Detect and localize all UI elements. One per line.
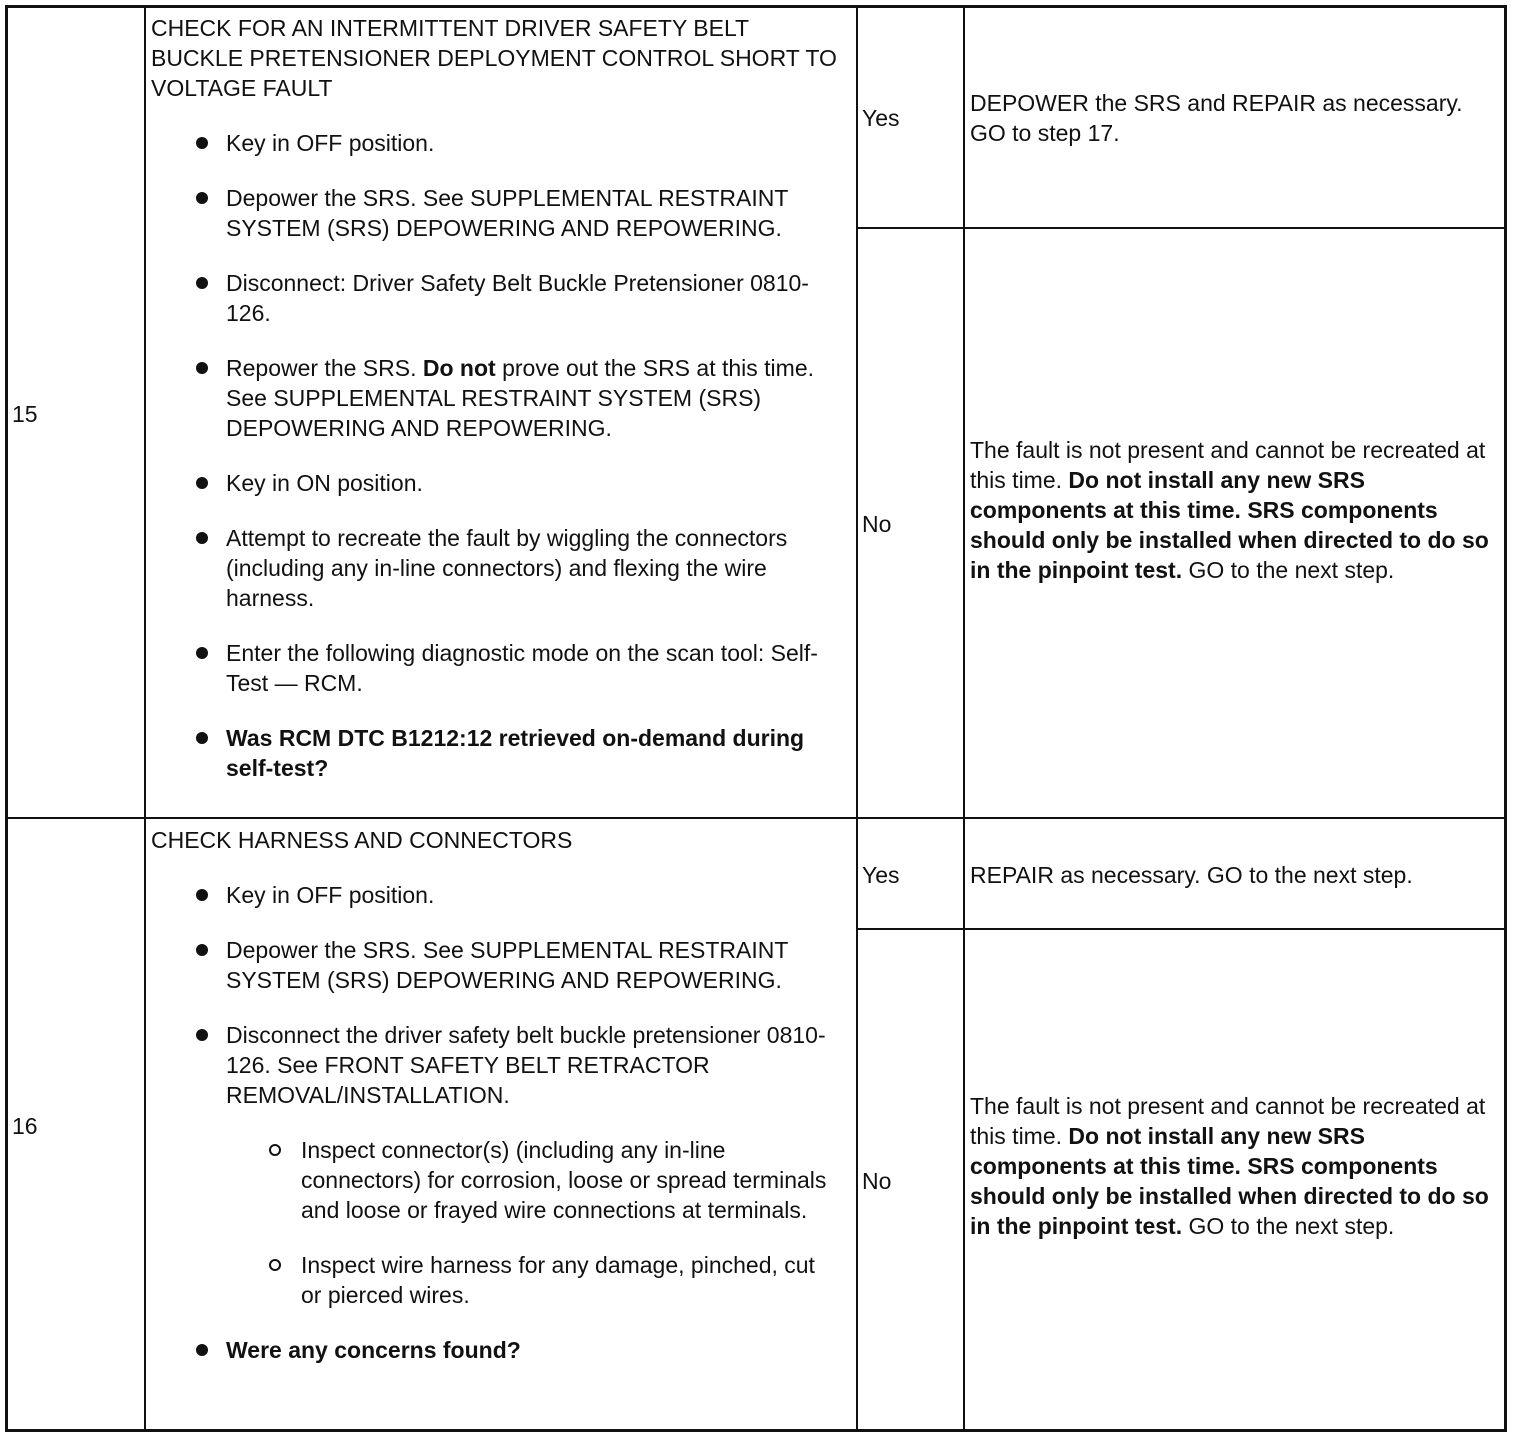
instruction-item: Disconnect the driver safety belt buckle pretensioner 0810-126. See FRONT SAFETY BELT RETRACTOR REMOVAL/INSTALLATION.: [151, 1020, 841, 1110]
instruction-item: Key in OFF position.: [151, 880, 841, 910]
answer-yes: Yes: [862, 105, 900, 131]
row-divider: [857, 227, 1506, 229]
step-number: 15: [12, 401, 38, 427]
sub-instruction-item: Inspect connector(s) (including any in-line connectors) for corrosion, loose or spread terminals and loose or frayed wire connections at terminals.: [151, 1135, 841, 1225]
instruction-item: Repower the SRS. Do not prove out the SRS at this time. See SUPPLEMENTAL RESTRAINT SYSTEM (SRS) DEPOWERING AND REPOWERING.: [151, 353, 841, 443]
column-divider: [963, 6, 965, 1431]
answer-no: No: [862, 511, 892, 537]
column-divider: [856, 6, 858, 1431]
step-title: CHECK HARNESS AND CONNECTORS: [151, 827, 573, 853]
answer-yes: Yes: [862, 862, 900, 888]
action-yes: REPAIR as necessary. GO to the next step.: [970, 862, 1413, 888]
action-yes: DEPOWER the SRS and REPAIR as necessary. GO to step 17.: [970, 90, 1463, 146]
action-no: The fault is not present and cannot be recreated at this time. Do not install any new SRS components at this time. SRS components should only be installed when directed to do so in the pinpoint test. GO to the next step.: [970, 437, 1489, 583]
instruction-item: Key in ON position.: [151, 468, 841, 498]
step-instructions: [151, 880, 841, 1365]
instruction-question: Was RCM DTC B1212:12 retrieved on-demand during self-test?: [151, 723, 841, 783]
instruction-item: Depower the SRS. See SUPPLEMENTAL RESTRAINT SYSTEM (SRS) DEPOWERING AND REPOWERING.: [151, 935, 841, 995]
action-no: The fault is not present and cannot be recreated at this time. Do not install any new SRS components at this time. SRS components should only be installed when directed to do so in the pinpoint test. GO to the next step.: [970, 1093, 1489, 1239]
instruction-item: Attempt to recreate the fault by wiggling the connectors (including any in-line connectors) and flexing the wire harness.: [151, 523, 841, 613]
step-number: 16: [12, 1113, 38, 1139]
step-title: CHECK FOR AN INTERMITTENT DRIVER SAFETY BELT BUCKLE PRETENSIONER DEPLOYMENT CONTROL SHORT TO VOLTAGE FAULT: [151, 15, 837, 101]
step-instructions: [151, 128, 841, 783]
row-divider: [6, 817, 1506, 819]
instruction-question: Were any concerns found?: [151, 1335, 841, 1365]
instruction-item: Depower the SRS. See SUPPLEMENTAL RESTRAINT SYSTEM (SRS) DEPOWERING AND REPOWERING.: [151, 183, 841, 243]
sub-instruction-item: Inspect wire harness for any damage, pinched, cut or pierced wires.: [151, 1250, 841, 1310]
column-divider: [144, 6, 146, 1431]
answer-no: No: [862, 1168, 892, 1194]
row-divider: [857, 928, 1506, 930]
instruction-item: Disconnect: Driver Safety Belt Buckle Pretensioner 0810-126.: [151, 268, 841, 328]
instruction-item: Key in OFF position.: [151, 128, 841, 158]
instruction-item: Enter the following diagnostic mode on the scan tool: Self-Test — RCM.: [151, 638, 841, 698]
